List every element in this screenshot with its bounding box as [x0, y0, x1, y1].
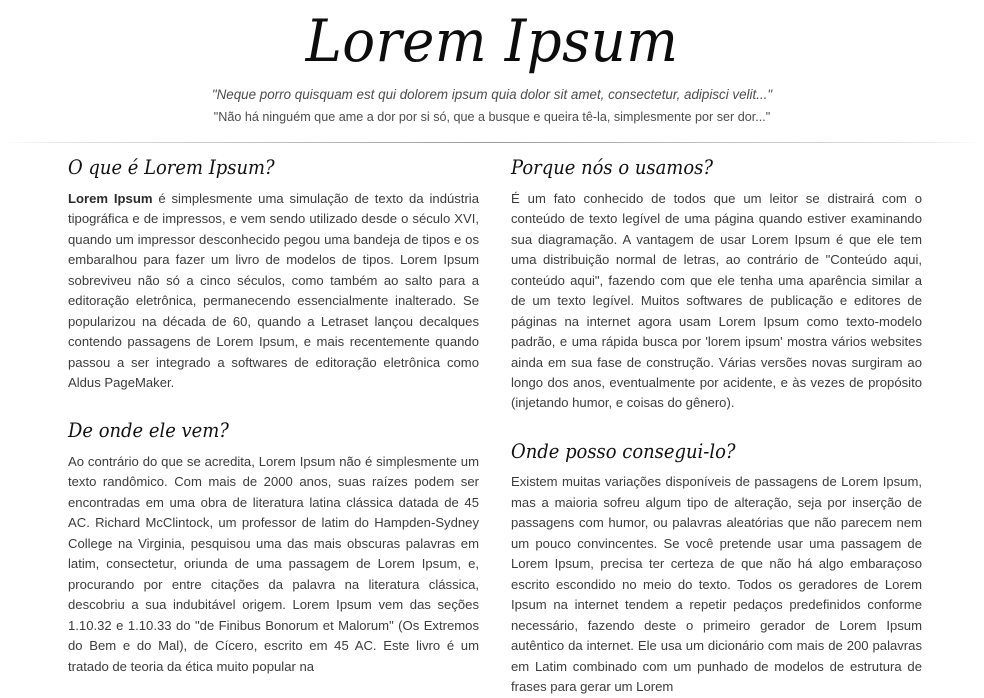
document-masthead	[0, 0, 984, 143]
right-column	[511, 156, 922, 697]
left-column	[68, 156, 479, 697]
subtitle-translation: "Não há ninguém que ame a dor por si só, que a busque e queira tê-la, simplesmente por ser dor..."	[213, 109, 771, 124]
lead-emphasis: Lorem Ipsum	[68, 190, 153, 206]
section-body-what-is-lorem-ipsum	[68, 189, 479, 394]
section-body-text: é simplesmente uma simulação de texto da indústria tipográfica e de impressos, e vem sendo utilizado desde o século XVI, quando um impressor desconhecido pegou uma bandeja de tipos e os embaralhou para fazer um livro de modelos de tipos. Lorem Ipsum sobreviveu não só a cinco séculos, como também ao salto para a editoração eletrônica, permanecendo essencialmente inalterado. Se popularizou na década de 60, quando a Letraset lançou decalques contendo passagens de Lorem Ipsum, e mais recentemente quando passou a ser integrado a softwares de editoração eletrônica como Aldus PageMaker.	[68, 190, 479, 390]
subtitle-block	[0, 85, 984, 136]
section-heading-why-we-use-it: Porque nós o usamos?	[511, 156, 713, 180]
subtitle-latin-quote: "Neque porro quisquam est qui dolorem ipsum quia dolor sit amet, consectetur, adipisci velit..."	[211, 86, 773, 102]
section-heading-where-it-comes-from: De onde ele vem?	[68, 419, 229, 443]
section-body-why-we-use-it: É um fato conhecido de todos que um leitor se distrairá com o conteúdo de texto legível de uma página quando estiver examinando sua diagramação. A vantagem de usar Lorem Ipsum é que ele tem uma distribuição normal de letras, ao contrário de "Conteúdo aqui, conteúdo aqui", fazendo com que ele tenha uma aparência similar a de um texto legível. Muitos softwares de publicação e editores de páginas na internet agora usam Lorem Ipsum como texto-modelo padrão, e uma rápida busca por 'lorem ipsum' mostra vários websites ainda em sua fase de construção. Várias versões novas surgiram ao longo dos anos, eventualmente por acidente, e às vezes de propósito (injetando humor, e coisas do gênero).	[511, 190, 922, 411]
page-title: Lorem Ipsum	[305, 7, 679, 75]
two-column-content	[0, 143, 984, 697]
section-heading-where-to-get-it: Onde posso consegui-lo?	[511, 439, 736, 463]
section-body-where-it-comes-from: Ao contrário do que se acredita, Lorem Ipsum não é simplesmente um texto randômico. Com mais de 2000 anos, suas raízes podem ser encontradas em uma obra de literatura latina clássica datada de 45 AC. Richard McClintock, um professor de latim do Hampden-Sydney College na Virginia, pesquisou uma das mais obscuras palavras em latim, consectetur, oriunda de uma passagem de Lorem Ipsum, e, procurando por entre citações da palavra na literatura clássica, descobriu a sua indubitável origem. Lorem Ipsum vem das seções 1.10.32 e 1.10.33 do "de Finibus Bonorum et Malorum" (Os Extremos do Bem e do Mal), de Cícero, escrito em 45 AC. Este livro é um tratado de teoria da ética muito popular na	[68, 453, 479, 674]
section-body-where-to-get-it: Existem muitas variações disponíveis de passagens de Lorem Ipsum, mas a maioria sofreu algum tipo de alteração, seja por inserção de passagens com humor, ou palavras aleatórias que não parecem nem um pouco convincentes. Se você pretende usar uma passagem de Lorem Ipsum, precisa ter certeza de que não há algo embaraçoso escrito escondido no meio do texto. Todos os geradores de Lorem Ipsum na internet tendem a repetir pedaços predefinidos conforme necessário, fazendo deste o primeiro gerador de Lorem Ipsum autêntico da internet. Ele usa um dicionário com mais de 200 palavras em Latim combinado com um punhado de modelos de estrutura de frases para gerar um Lorem	[511, 474, 922, 695]
section-heading-what-is-lorem-ipsum: O que é Lorem Ipsum?	[68, 156, 275, 180]
